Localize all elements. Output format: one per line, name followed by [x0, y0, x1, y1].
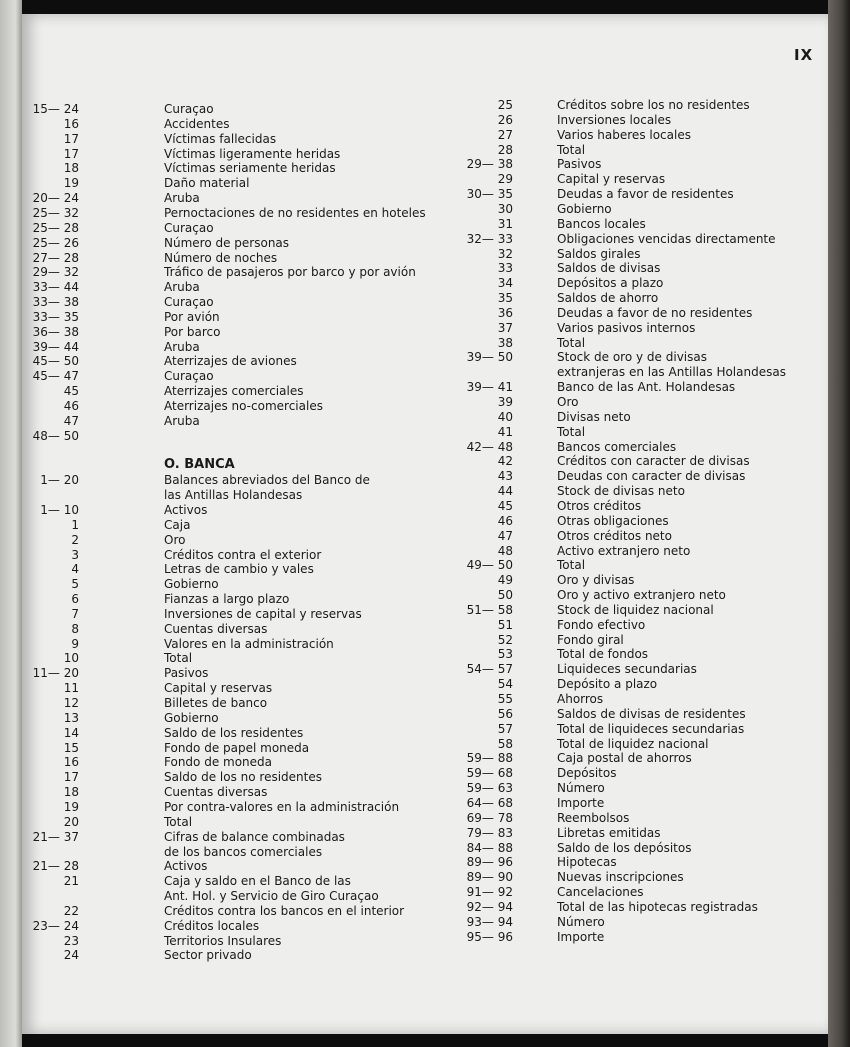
entry-number: 33— 44: [32, 280, 79, 295]
entry-number: 51: [497, 617, 513, 632]
index-entry: [22, 900, 758, 915]
entry-number: 49— 50: [466, 558, 513, 573]
entry-label: Saldos de divisas de residentes: [557, 706, 746, 721]
entry-number: 89— 96: [466, 855, 513, 870]
entry-label: Reembolsos: [557, 810, 630, 825]
index-entry: [22, 276, 663, 291]
entry-number: 36— 38: [32, 324, 79, 339]
entry-label: Deudas a favor de residentes: [557, 187, 734, 202]
entry-number: 17: [63, 146, 79, 161]
entry-number: 23: [63, 933, 79, 948]
index-entry: [22, 499, 641, 514]
entry-label: Total: [557, 424, 586, 439]
index-entry: [22, 395, 578, 410]
entry-label: Gobierno: [164, 577, 219, 592]
entry-number: 18: [63, 161, 79, 176]
entry-number: 50: [497, 588, 513, 603]
entry-label: Aruba: [164, 191, 200, 206]
entry-number: 31: [497, 216, 513, 231]
entry-number: 44: [497, 484, 513, 499]
entry-label: Otras obligaciones: [557, 513, 669, 528]
entry-label: Ahorros: [557, 692, 604, 706]
entry-label: Importe: [557, 929, 605, 944]
index-entry: [22, 558, 585, 573]
entry-number: 3: [71, 547, 79, 562]
entry-label: Fondo giral: [557, 632, 624, 647]
entry-label: Pasivos: [557, 157, 602, 172]
entry-label: Otros créditos neto: [557, 528, 672, 543]
index-entry: [22, 781, 605, 796]
entry-label: Capital y reservas: [557, 172, 666, 187]
entry-number: 46: [63, 399, 79, 413]
entry-number: 84— 88: [466, 840, 513, 855]
entry-label: Activos: [164, 859, 208, 874]
entry-label: Créditos locales: [164, 918, 260, 933]
entry-label: Créditos contra los bancos en el interior: [164, 903, 405, 918]
entry-number: 47: [63, 413, 79, 428]
entry-label: Total: [164, 651, 193, 666]
index-entry: [22, 321, 695, 336]
entry-number: 59— 88: [466, 751, 513, 766]
entry-number: 15: [63, 740, 79, 755]
entry-number: 58: [497, 736, 513, 751]
index-entry: [22, 143, 585, 158]
index-entry: [22, 618, 645, 633]
index-entry: [22, 885, 644, 900]
index-entry: [22, 633, 624, 648]
entry-label: extranjeras en las Antillas Holandesas: [557, 365, 786, 380]
entry-label: Accidentes: [164, 116, 230, 131]
entry-number: 39— 41: [466, 380, 513, 395]
entry-number: 25— 26: [32, 235, 79, 250]
entry-number: 25: [497, 98, 513, 112]
entry-number: 91— 92: [466, 885, 513, 900]
index-entry: [22, 336, 585, 351]
entry-label: Víctimas seriamente heridas: [164, 161, 336, 176]
index-entry: [22, 113, 671, 128]
entry-label: Créditos contra el exterior: [164, 547, 322, 562]
entry-number: 46: [497, 513, 513, 528]
entry-label: Créditos con caracter de divisas: [557, 454, 750, 469]
entry-label: Total de fondos: [557, 647, 649, 662]
entry-number: 17: [63, 770, 79, 785]
index-entry: [22, 796, 604, 811]
entry-label: Importe: [557, 795, 605, 810]
entry-label: Curaçao: [164, 295, 214, 310]
entry-label: Saldo de los no residentes: [164, 770, 322, 785]
entry-label: Aruba: [164, 280, 200, 295]
entry-label: Deudas a favor de no residentes: [557, 305, 753, 320]
entry-label: Activo extranjero neto: [557, 543, 691, 558]
entry-label: Liquideces secundarias: [557, 662, 697, 677]
entry-label: Varios pasivos internos: [557, 320, 696, 335]
entry-label: Aterrizajes no-comerciales: [164, 399, 323, 413]
entry-number: 54— 57: [466, 662, 513, 677]
entry-label: Total de liquideces secundarias: [557, 721, 745, 736]
index-entry: [22, 440, 676, 455]
entry-number: 25— 32: [32, 205, 79, 220]
entry-label: Territorios Insulares: [164, 933, 282, 948]
book-spine-edge: [828, 0, 850, 1047]
index-entry: [22, 365, 786, 380]
entry-number: 32— 33: [466, 231, 513, 246]
index-entry: [22, 232, 776, 247]
entry-number: 2: [71, 532, 79, 547]
entry-number: 21— 28: [32, 859, 79, 874]
entry-label: Nuevas inscripciones: [557, 870, 684, 885]
entry-label: Ant. Hol. y Servicio de Giro Curaçao: [164, 889, 379, 904]
entry-label: Total: [557, 335, 586, 350]
entry-label: Oro: [557, 395, 579, 409]
entry-number: 93— 94: [466, 914, 513, 929]
entry-number: 26: [497, 112, 513, 127]
entry-number: 95— 96: [466, 929, 513, 944]
entry-number: 9: [71, 636, 79, 651]
entry-number: 33— 38: [32, 295, 79, 310]
index-entry: [22, 202, 612, 217]
index-entry: [22, 261, 660, 276]
index-entry: [22, 172, 665, 187]
entry-number: [22, 365, 513, 380]
entry-number: 48— 50: [32, 428, 79, 443]
index-entry: [22, 841, 691, 856]
entry-label: Otros créditos: [557, 498, 642, 513]
entry-number: 49: [497, 573, 513, 588]
index-entry: [22, 826, 660, 841]
entry-number: 8: [71, 621, 79, 636]
entry-label: Caja postal de ahorros: [557, 751, 692, 766]
entry-label: Bancos comerciales: [557, 439, 677, 454]
entry-label: Stock de oro y de divisas: [557, 350, 707, 365]
entry-label: Créditos sobre los no residentes: [557, 98, 750, 112]
entry-label: Oro: [164, 532, 186, 547]
entry-number: 45: [497, 498, 513, 513]
entry-number: 11: [63, 681, 79, 696]
entry-number: 13: [63, 710, 79, 725]
index-entry: [22, 247, 641, 262]
entry-label: Caja y saldo en el Banco de las: [164, 874, 351, 889]
entry-number: 42— 48: [466, 439, 513, 454]
entry-label: Cuentas diversas: [164, 621, 268, 636]
entry-number: 51— 58: [466, 602, 513, 617]
entry-number: 37: [497, 320, 513, 335]
entry-number: 30— 35: [466, 187, 513, 202]
index-entry: [22, 484, 685, 499]
entry-label: Stock de divisas neto: [557, 484, 685, 499]
entry-label: Capital y reservas: [164, 681, 273, 696]
index-entry: [22, 870, 684, 885]
entry-label: Inversiones de capital y reservas: [164, 606, 362, 621]
entry-label: Oro y activo extranjero neto: [557, 588, 726, 603]
index-entry: [22, 187, 734, 202]
entry-label: Cuentas diversas: [164, 785, 268, 800]
entry-label: Pasivos: [164, 666, 209, 681]
entry-number: 29— 38: [466, 157, 513, 172]
entry-number: 52: [497, 632, 513, 647]
entry-label: las Antillas Holandesas: [164, 488, 303, 503]
index-entry: [22, 291, 658, 306]
entry-number: 39: [497, 395, 513, 409]
section-heading: O. BANCA: [164, 457, 235, 473]
index-entry: [22, 217, 646, 232]
entry-label: Depósito a plazo: [557, 677, 658, 692]
index-entry: [22, 514, 669, 529]
index-entry: [22, 737, 709, 752]
entry-number: 18: [63, 785, 79, 800]
entry-number: 36: [497, 305, 513, 320]
entry-label: Fianzas a largo plazo: [164, 592, 290, 607]
entry-label: Depósitos a plazo: [557, 276, 664, 291]
index-entry: [22, 751, 692, 766]
entry-number: 53: [497, 647, 513, 662]
entry-number: 45— 50: [32, 354, 79, 369]
entry-number: 40: [497, 409, 513, 424]
entry-label: Fondo efectivo: [557, 617, 646, 632]
index-entry: [22, 692, 603, 707]
entry-number: 92— 94: [466, 899, 513, 914]
entry-label: Banco de las Ant. Holandesas: [557, 380, 736, 395]
entry-number: 42: [497, 454, 513, 469]
entry-label: Fondo de papel moneda: [164, 740, 310, 755]
entry-number: 30: [497, 201, 513, 216]
entry-number: 43: [497, 469, 513, 484]
facing-page-edge: [0, 0, 22, 1047]
index-entry: [22, 855, 617, 870]
entry-label: Número: [557, 914, 605, 929]
entry-number: 48: [497, 543, 513, 558]
entry-number: 59— 63: [466, 781, 513, 796]
index-entry: [22, 662, 697, 677]
entry-number: 59— 68: [466, 766, 513, 781]
index-entry: [22, 573, 634, 588]
entry-number: 16: [63, 116, 79, 131]
entry-label: Cancelaciones: [557, 885, 644, 900]
entry-label: Fondo de moneda: [164, 755, 272, 770]
entry-label: Obligaciones vencidas directamente: [557, 231, 776, 246]
index-entry: [22, 350, 707, 365]
entry-number: 47: [497, 528, 513, 543]
entry-number: 79— 83: [466, 825, 513, 840]
entry-number: 25— 28: [32, 220, 79, 235]
entry-number: 35: [497, 291, 513, 306]
index-entry: [22, 380, 735, 395]
entry-number: 21— 37: [32, 829, 79, 844]
entry-number: 29— 32: [32, 265, 79, 280]
entry-number: 14: [63, 725, 79, 740]
entry-number: 33: [497, 261, 513, 276]
entry-number: 1— 20: [40, 473, 79, 488]
entry-number: 29: [497, 172, 513, 187]
entry-number: 19: [63, 799, 79, 814]
entry-number: 20: [63, 814, 79, 829]
entry-number: 38: [497, 335, 513, 350]
entry-number: 39— 50: [466, 350, 513, 365]
document-page: [22, 14, 828, 1034]
index-entry: [22, 722, 744, 737]
entry-number: 33— 35: [32, 309, 79, 324]
entry-label: Número de personas: [164, 235, 290, 250]
entry-number: 64— 68: [466, 795, 513, 810]
entry-number: 39— 44: [32, 339, 79, 354]
entry-label: Saldos de divisas: [557, 261, 661, 276]
entry-number: 16: [63, 755, 79, 770]
entry-label: Inversiones locales: [557, 112, 672, 127]
index-entry: [22, 707, 746, 722]
entry-number: 69— 78: [466, 810, 513, 825]
index-entry: [22, 647, 648, 662]
entry-label: Deudas con caracter de divisas: [557, 469, 746, 484]
entry-label: Total de liquidez nacional: [557, 736, 709, 751]
entry-number: 21: [63, 874, 79, 889]
index-entry: [22, 98, 750, 113]
entry-label: Oro y divisas: [557, 573, 635, 588]
entry-number: 4: [71, 562, 79, 577]
entry-label: Víctimas fallecidas: [164, 131, 277, 146]
entry-label: Total de las hipotecas registradas: [557, 899, 758, 914]
index-entry: [22, 766, 616, 781]
entry-label: Total: [164, 814, 193, 829]
entry-number: 41: [497, 424, 513, 439]
index-entry: [22, 677, 657, 692]
index-entry: [22, 588, 726, 603]
entry-label: Divisas neto: [557, 409, 631, 424]
index-entry: [22, 410, 631, 425]
entry-label: Aterrizajes de aviones: [164, 354, 297, 369]
entry-label: Número de noches: [164, 250, 278, 265]
entry-number: 1: [71, 517, 79, 532]
entry-label: Daño material: [164, 176, 250, 191]
entry-label: Saldo de los residentes: [164, 725, 304, 740]
entry-label: Cifras de balance combinadas: [164, 829, 345, 844]
entry-number: 10: [63, 651, 79, 666]
entry-label: Aterrizajes comerciales: [164, 384, 304, 399]
entry-number: 15— 24: [32, 102, 79, 116]
entry-label: Número: [557, 781, 605, 796]
index-entry: [22, 529, 672, 544]
entry-number: 12: [63, 696, 79, 710]
entry-label: Depósitos: [557, 766, 617, 781]
entry-label: Curaçao: [164, 369, 214, 384]
entry-number: 11— 20: [32, 666, 79, 681]
entry-label: Saldos girales: [557, 246, 641, 261]
entry-label: de los bancos comerciales: [164, 844, 323, 859]
entry-number: 23— 24: [32, 918, 79, 933]
entry-number: 56: [497, 706, 513, 721]
entry-number: 6: [71, 592, 79, 607]
index-entry: [22, 811, 629, 826]
index-entry: [22, 306, 752, 321]
entry-label: Aruba: [164, 413, 200, 428]
entry-label: Víctimas ligeramente heridas: [164, 146, 341, 161]
entry-label: Balances abreviados del Banco de: [164, 473, 370, 488]
index-entry: [22, 544, 690, 559]
entry-label: Saldos de ahorro: [557, 291, 659, 306]
entry-label: Gobierno: [164, 710, 219, 725]
entry-label: Por contra-valores en la administración: [164, 799, 400, 814]
entry-number: 27: [497, 127, 513, 142]
entry-label: Libretas emitidas: [557, 825, 661, 840]
entry-number: 7: [71, 606, 79, 621]
right-column: [22, 14, 828, 1034]
entry-number: 45: [63, 384, 79, 399]
entry-label: Aruba: [164, 339, 200, 354]
index-entry: [22, 157, 601, 172]
entry-label: Sector privado: [164, 948, 252, 963]
entry-number: 54: [497, 677, 513, 692]
entry-number: 34: [497, 276, 513, 291]
index-entry: [22, 425, 585, 440]
entry-number: 55: [497, 692, 513, 706]
entry-number: 57: [497, 721, 513, 736]
entry-label: Bancos locales: [557, 216, 646, 231]
entry-label: Activos: [164, 502, 208, 517]
entry-number: 19: [63, 176, 79, 191]
entry-number: 45— 47: [32, 369, 79, 384]
entry-number: 28: [497, 142, 513, 157]
entry-label: Caja: [164, 517, 191, 532]
entry-number: 1— 10: [40, 502, 79, 517]
entry-number: 24: [63, 948, 79, 963]
entry-label: Gobierno: [557, 201, 612, 216]
index-entry: [22, 454, 750, 469]
entry-number: 5: [71, 577, 79, 592]
entry-number: 17: [63, 131, 79, 146]
entry-label: Varios haberes locales: [557, 127, 691, 142]
entry-label: Curaçao: [164, 220, 214, 235]
entry-label: Stock de liquidez nacional: [557, 602, 714, 617]
entry-label: Total: [557, 558, 586, 573]
entry-number: 89— 90: [466, 870, 513, 885]
index-entry: [22, 915, 605, 930]
entry-label: Saldo de los depósitos: [557, 840, 692, 855]
entry-label: Valores en la administración: [164, 636, 334, 651]
index-entry: [22, 930, 604, 945]
entry-number: 27— 28: [32, 250, 79, 265]
entry-number: 22: [63, 903, 79, 918]
entry-label: Tráfico de pasajeros por barco y por avión: [164, 265, 416, 280]
entry-label: Por avión: [164, 309, 220, 324]
entry-label: Hipotecas: [557, 855, 617, 870]
index-entry: [22, 469, 745, 484]
index-entry: [22, 128, 691, 143]
entry-label: Total: [557, 142, 586, 157]
entry-label: Pernoctaciones de no residentes en hoteles: [164, 205, 426, 220]
index-entry: [22, 603, 714, 618]
entry-label: Por barco: [164, 324, 221, 339]
entry-label: Curaçao: [164, 102, 214, 116]
entry-label: Billetes de banco: [164, 696, 268, 710]
page-number: IX: [794, 46, 814, 64]
entry-label: Letras de cambio y vales: [164, 562, 314, 577]
entry-number: 20— 24: [32, 191, 79, 206]
entry-number: 32: [497, 246, 513, 261]
